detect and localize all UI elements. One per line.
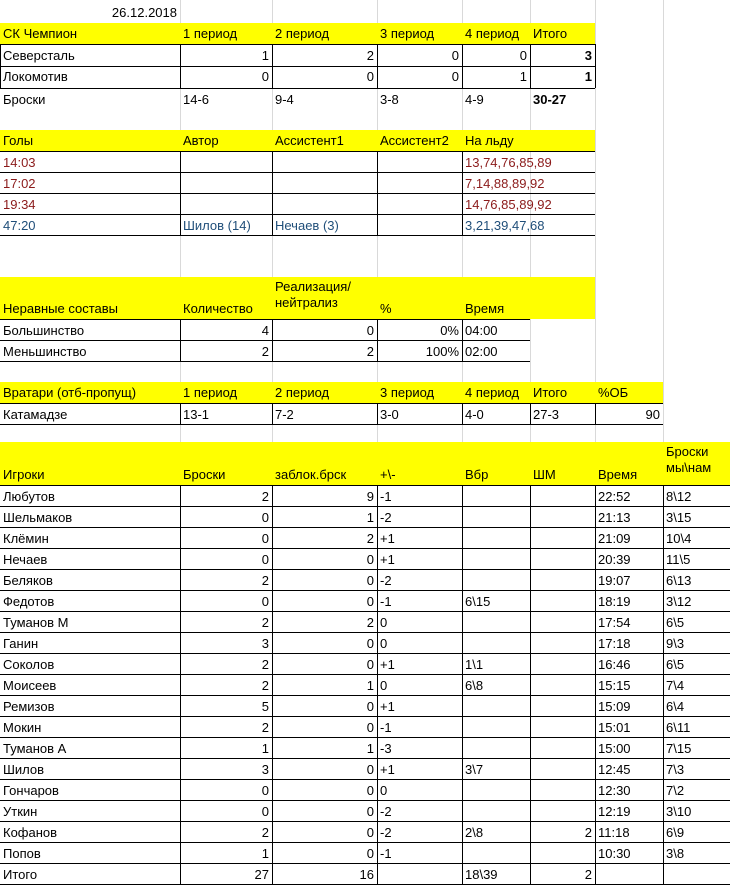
player-cell[interactable]: -1 [380, 594, 392, 609]
border-line [0, 674, 730, 675]
goal-assist2[interactable] [377, 173, 462, 194]
goal-on-ice[interactable]: 7,14,88,89,92 [465, 176, 545, 191]
player-cell[interactable]: 0 [366, 846, 374, 861]
score-header[interactable]: 3 период [380, 26, 435, 41]
player-name[interactable]: Кофанов [3, 825, 58, 840]
player-cell[interactable] [530, 507, 595, 528]
player-cell[interactable]: +1 [380, 762, 395, 777]
player-cell[interactable]: 6\15 [465, 594, 491, 609]
goal-time[interactable]: 17:02 [3, 176, 36, 191]
border-line [0, 821, 730, 822]
border-line [272, 44, 273, 88]
player-cell[interactable]: 9\3 [666, 636, 685, 651]
player-cell[interactable] [462, 570, 530, 591]
player-cell[interactable]: -3 [380, 741, 392, 756]
player-cell[interactable] [530, 717, 595, 738]
goals-header[interactable]: Ассистент2 [380, 133, 449, 148]
score-header[interactable]: СК Чемпион [3, 26, 78, 41]
players-header[interactable]: Броски мы\нам [666, 444, 712, 475]
player-name[interactable]: Беляков [3, 573, 53, 588]
player-cell[interactable]: 3 [261, 636, 269, 651]
players-header[interactable]: Броски [183, 467, 226, 482]
player-cell[interactable] [462, 633, 530, 654]
goals-header[interactable]: Голы [3, 133, 34, 148]
border-line [377, 403, 378, 424]
goal-on-ice[interactable]: 14,76,85,89,92 [465, 197, 552, 212]
player-cell[interactable] [462, 528, 530, 549]
border-line [0, 340, 530, 341]
player-cell[interactable]: 2 [366, 615, 374, 630]
player-name[interactable]: Туманов М [3, 615, 69, 630]
border-line [462, 485, 463, 884]
player-cell[interactable]: 6\13 [666, 573, 692, 588]
player-cell[interactable]: 17:18 [598, 636, 631, 651]
border-line [0, 737, 730, 738]
player-cell[interactable]: 11:18 [598, 825, 630, 840]
players-header[interactable]: Игроки [3, 467, 45, 482]
border-line [0, 151, 595, 152]
player-cell[interactable]: 0 [366, 804, 374, 819]
player-cell[interactable] [462, 486, 530, 507]
goalies-header[interactable]: 3 период [380, 385, 435, 400]
total-cell[interactable] [595, 864, 663, 885]
border-line [0, 319, 530, 320]
player-cell[interactable]: 7\4 [666, 678, 685, 693]
player-cell[interactable]: -1 [380, 846, 392, 861]
player-cell[interactable]: 10:30 [598, 846, 631, 861]
goalies-header[interactable]: Итого [533, 385, 568, 400]
goal-on-ice[interactable]: 13,74,76,85,89 [465, 155, 552, 170]
border-line [180, 151, 181, 235]
player-cell[interactable] [462, 843, 530, 864]
player-name[interactable]: Любутов [3, 489, 55, 504]
border-line [0, 214, 595, 215]
team-name[interactable]: Северсталь [3, 48, 75, 63]
goal-time[interactable]: 14:03 [3, 155, 36, 170]
player-cell[interactable] [530, 738, 595, 759]
player-cell[interactable]: 2 [261, 489, 269, 504]
player-cell[interactable]: +1 [380, 531, 395, 546]
score-cell[interactable]: 3 [584, 48, 592, 63]
player-name[interactable]: Шельмаков [3, 510, 73, 525]
player-cell[interactable]: 0 [261, 552, 269, 567]
player-cell[interactable]: 3\12 [666, 594, 692, 609]
border-line [530, 485, 531, 884]
border-line [377, 319, 378, 361]
goalies-header[interactable]: 2 период [275, 385, 330, 400]
border-line [0, 44, 595, 45]
player-cell[interactable]: 7\2 [666, 783, 685, 798]
border-line [0, 758, 730, 759]
player-cell[interactable] [530, 633, 595, 654]
player-cell[interactable]: 0 [380, 615, 388, 630]
border-line [530, 403, 531, 424]
player-cell[interactable]: 0 [366, 573, 374, 588]
score-cell[interactable]: 0 [451, 48, 459, 63]
player-cell[interactable] [530, 759, 595, 780]
player-cell[interactable]: 3 [261, 762, 269, 777]
team-name[interactable]: Локомотив [3, 69, 68, 84]
border-line [0, 424, 663, 425]
player-cell[interactable]: 0 [366, 762, 374, 777]
player-cell[interactable]: 3\7 [465, 762, 484, 777]
border-line [462, 151, 463, 235]
border-line [0, 779, 730, 780]
total-cell[interactable] [663, 864, 730, 885]
player-name[interactable]: Соколов [3, 657, 55, 672]
player-cell[interactable]: 2 [261, 678, 269, 693]
player-name[interactable]: Моисеев [3, 678, 57, 693]
player-cell[interactable]: 0 [366, 720, 374, 735]
player-cell[interactable]: 21:09 [598, 531, 631, 546]
special-cell[interactable]: Меньшинство [3, 344, 87, 359]
special-cell[interactable]: 02:00 [465, 344, 498, 359]
player-cell[interactable]: 12:45 [598, 762, 631, 777]
border-line [0, 88, 595, 89]
goalies-header[interactable]: 4 период [465, 385, 520, 400]
player-cell[interactable] [530, 591, 595, 612]
goal-assist1[interactable]: Нечаев (3) [275, 218, 339, 233]
player-name[interactable]: Клёмин [3, 531, 49, 546]
player-cell[interactable]: 5 [261, 699, 269, 714]
player-cell[interactable]: 9 [366, 489, 374, 504]
border-line [595, 485, 596, 884]
player-cell[interactable]: 1 [366, 741, 374, 756]
border-line [272, 403, 273, 424]
player-cell[interactable] [530, 801, 595, 822]
player-cell[interactable]: 3\10 [666, 804, 692, 819]
player-cell[interactable]: 2 [584, 825, 592, 840]
goal-assist1[interactable] [272, 194, 377, 215]
border-line [0, 653, 730, 654]
border-line [0, 485, 730, 486]
goal-time[interactable]: 47:20 [3, 218, 36, 233]
player-cell[interactable] [462, 780, 530, 801]
border-line [180, 485, 181, 884]
border-line [0, 172, 595, 173]
goalie-cell[interactable]: 4-0 [465, 407, 484, 422]
border-line [0, 506, 730, 507]
player-cell[interactable]: 15:01 [598, 720, 631, 735]
special-header[interactable]: Неравные составы [3, 301, 119, 316]
goal-assist2[interactable] [377, 152, 462, 173]
border-line [0, 527, 730, 528]
special-cell[interactable]: 100% [425, 344, 459, 359]
border-line [180, 44, 181, 88]
player-cell[interactable]: 6\11 [666, 720, 691, 735]
border-line [0, 716, 730, 717]
score-cell[interactable]: 0 [366, 69, 374, 84]
shots-cell[interactable]: 14-6 [183, 92, 210, 107]
player-cell[interactable]: 3\8 [666, 846, 685, 861]
border-line [462, 403, 463, 424]
border-line [0, 193, 595, 194]
special-cell[interactable]: 4 [261, 323, 269, 338]
border-line [272, 151, 273, 235]
border-line [0, 44, 1, 88]
score-header[interactable]: 4 период [465, 26, 520, 41]
player-cell[interactable]: 2 [261, 720, 269, 735]
player-cell[interactable]: 12:30 [598, 783, 631, 798]
border-line [0, 800, 730, 801]
goals-header[interactable]: Ассистент1 [275, 133, 344, 148]
player-cell[interactable]: 2 [261, 825, 269, 840]
player-cell[interactable] [530, 486, 595, 507]
border-line [0, 361, 530, 362]
players-header[interactable]: +\- [380, 467, 396, 482]
player-cell[interactable]: 18:19 [598, 594, 631, 609]
player-cell[interactable]: 7\3 [666, 762, 685, 777]
goalies-header[interactable]: Вратари (отб-пропущ) [3, 385, 137, 400]
goal-assist2[interactable] [377, 194, 462, 215]
player-cell[interactable] [462, 801, 530, 822]
border-line [377, 44, 378, 88]
player-cell[interactable]: 20:39 [598, 552, 631, 567]
player-cell[interactable]: +1 [380, 699, 395, 714]
special-header[interactable]: % [380, 301, 392, 316]
border-line [0, 842, 730, 843]
player-name[interactable]: Гончаров [3, 783, 59, 798]
goalie-cell[interactable]: 90 [645, 407, 660, 422]
player-cell[interactable] [530, 528, 595, 549]
player-cell[interactable]: 19:07 [598, 573, 631, 588]
total-cell[interactable]: 16 [359, 867, 374, 882]
border-line [663, 485, 664, 884]
goalie-cell[interactable]: 7-2 [275, 407, 294, 422]
player-cell[interactable]: 0 [261, 510, 269, 525]
player-cell[interactable] [462, 507, 530, 528]
special-header[interactable]: Реализация/нейтрализ [275, 279, 351, 310]
players-header[interactable]: ШМ [533, 467, 556, 482]
player-name[interactable]: Федотов [3, 594, 55, 609]
total-cell[interactable]: 18\39 [465, 867, 498, 882]
border-line [377, 151, 378, 235]
player-cell[interactable]: 8\12 [666, 489, 692, 504]
player-cell[interactable]: 0 [380, 636, 388, 651]
players-header[interactable]: Время [598, 467, 638, 482]
player-name[interactable]: Попов [3, 846, 41, 861]
player-cell[interactable]: -1 [380, 720, 392, 735]
total-cell[interactable]: 2 [584, 867, 592, 882]
special-cell[interactable]: 0% [440, 323, 459, 338]
shots-cell[interactable]: Броски [3, 92, 46, 107]
special-cell[interactable]: 2 [366, 344, 374, 359]
score-header[interactable]: 2 период [275, 26, 330, 41]
goals-header[interactable]: Автор [183, 133, 219, 148]
border-line [0, 695, 730, 696]
score-cell[interactable]: 1 [261, 48, 269, 63]
goal-author[interactable] [180, 194, 272, 215]
player-cell[interactable]: 0 [366, 552, 374, 567]
score-cell[interactable]: 0 [519, 48, 527, 63]
player-cell[interactable]: 2 [261, 615, 269, 630]
player-cell[interactable]: -2 [380, 573, 392, 588]
goalie-cell[interactable]: Катамадзе [3, 407, 68, 422]
players-header[interactable]: Вбр [465, 467, 489, 482]
border-line [0, 403, 663, 404]
border-line [595, 403, 596, 424]
player-cell[interactable]: 1 [261, 846, 269, 861]
player-cell[interactable]: 2 [261, 573, 269, 588]
player-cell[interactable]: 12:19 [598, 804, 631, 819]
score-cell[interactable]: 1 [519, 69, 527, 84]
score-cell[interactable]: 2 [366, 48, 374, 63]
goalie-cell[interactable]: 27-3 [533, 407, 560, 422]
shots-cell[interactable]: 9-4 [275, 92, 294, 107]
special-header[interactable]: Количество [183, 301, 253, 316]
border-line [272, 485, 273, 884]
player-cell[interactable]: 1 [261, 741, 269, 756]
border-line [0, 632, 730, 633]
player-cell[interactable] [530, 570, 595, 591]
player-cell[interactable]: 21:13 [598, 510, 631, 525]
player-cell[interactable]: 2\8 [465, 825, 484, 840]
border-line [0, 235, 595, 236]
border-line [0, 548, 730, 549]
goals-header[interactable]: На льду [465, 133, 514, 148]
shots-cell[interactable]: 30-27 [533, 92, 567, 107]
player-cell[interactable]: 0 [261, 783, 269, 798]
players-header[interactable]: заблок.брск [275, 467, 347, 482]
goal-on-ice[interactable]: 3,21,39,47,68 [465, 218, 545, 233]
player-cell[interactable]: 2 [261, 657, 269, 672]
player-cell[interactable]: 0 [366, 783, 374, 798]
player-cell[interactable]: 7\15 [666, 741, 692, 756]
player-cell[interactable]: 17:54 [598, 615, 631, 630]
player-cell[interactable]: 10\4 [666, 531, 692, 546]
player-cell[interactable]: 6\9 [666, 825, 685, 840]
goal-assist1[interactable] [272, 152, 377, 173]
total-cell[interactable]: 27 [254, 867, 269, 882]
player-cell[interactable]: 0 [380, 783, 388, 798]
player-cell[interactable]: 0 [261, 804, 269, 819]
special-cell[interactable]: 2 [261, 344, 269, 359]
goal-author[interactable] [180, 152, 272, 173]
shots-cell[interactable]: 4-9 [465, 92, 484, 107]
player-cell[interactable]: 15:15 [598, 678, 631, 693]
player-cell[interactable]: -2 [380, 804, 392, 819]
player-name[interactable]: Туманов А [3, 741, 67, 756]
player-cell[interactable] [530, 549, 595, 570]
border-line [0, 66, 595, 67]
goalies-header[interactable]: %ОБ [598, 385, 629, 400]
player-cell[interactable]: 0 [261, 594, 269, 609]
player-cell[interactable]: 0 [380, 678, 388, 693]
border-line [0, 863, 730, 864]
player-cell[interactable] [530, 696, 595, 717]
player-cell[interactable]: 6\5 [666, 615, 685, 630]
special-header[interactable]: Время [465, 301, 505, 316]
player-cell[interactable] [462, 612, 530, 633]
player-cell[interactable]: 6\4 [666, 699, 685, 714]
player-cell[interactable]: 0 [261, 531, 269, 546]
shots-cell[interactable]: 3-8 [380, 92, 399, 107]
total-cell[interactable] [377, 864, 462, 885]
goalie-cell[interactable]: 13-1 [183, 407, 210, 422]
player-cell[interactable]: 15:09 [598, 699, 631, 714]
player-cell[interactable]: 0 [366, 636, 374, 651]
border-line [462, 44, 463, 88]
player-name[interactable]: Нечаев [3, 552, 48, 567]
player-cell[interactable]: 1 [366, 510, 374, 525]
player-cell[interactable]: 1 [366, 678, 374, 693]
player-cell[interactable]: -1 [380, 489, 392, 504]
player-cell[interactable]: 1\1 [465, 657, 484, 672]
special-cell[interactable]: Большинство [3, 323, 85, 338]
score-header[interactable]: Итого [533, 26, 568, 41]
goalie-cell[interactable]: 3-0 [380, 407, 399, 422]
player-cell[interactable]: -2 [380, 825, 392, 840]
score-cell[interactable]: 1 [584, 69, 592, 84]
player-cell[interactable]: 6\5 [666, 657, 685, 672]
player-cell[interactable] [530, 654, 595, 675]
special-cell[interactable]: 0 [366, 323, 374, 338]
player-cell[interactable] [462, 717, 530, 738]
player-cell[interactable] [530, 612, 595, 633]
border-line [530, 44, 531, 88]
player-cell[interactable]: -2 [380, 510, 392, 525]
player-cell[interactable]: 0 [366, 594, 374, 609]
border-line [0, 569, 730, 570]
player-cell[interactable]: 16:46 [598, 657, 631, 672]
player-cell[interactable]: 11\5 [666, 552, 691, 567]
score-cell[interactable]: 0 [451, 69, 459, 84]
goalies-header[interactable]: 1 период [183, 385, 238, 400]
player-cell[interactable]: 2 [366, 531, 374, 546]
player-cell[interactable]: 22:52 [598, 489, 631, 504]
date-cell[interactable]: 26.12.2018 [111, 5, 177, 20]
border-line [180, 403, 181, 424]
total-cell[interactable]: Итого [3, 867, 38, 882]
goal-time[interactable]: 19:34 [3, 197, 36, 212]
player-cell[interactable]: 3\15 [666, 510, 692, 525]
player-cell[interactable]: 0 [366, 657, 374, 672]
player-name[interactable]: Шилов [3, 762, 45, 777]
goal-author[interactable]: Шилов (14) [183, 218, 251, 233]
border-line [595, 44, 596, 88]
score-header[interactable]: 1 период [183, 26, 238, 41]
border-line [0, 611, 730, 612]
player-name[interactable]: Уткин [3, 804, 38, 819]
goal-assist2[interactable] [377, 215, 462, 236]
player-name[interactable]: Ганин [3, 636, 39, 651]
player-cell[interactable] [530, 780, 595, 801]
player-cell[interactable] [530, 843, 595, 864]
player-cell[interactable]: 15:00 [598, 741, 631, 756]
border-line [180, 319, 181, 361]
border-line [462, 319, 463, 361]
score-cell[interactable]: 0 [261, 69, 269, 84]
player-cell[interactable] [462, 738, 530, 759]
player-cell[interactable]: 6\8 [465, 678, 484, 693]
border-line [272, 319, 273, 361]
player-name[interactable]: Мокин [3, 720, 42, 735]
player-cell[interactable]: 0 [366, 825, 374, 840]
border-line [377, 485, 378, 884]
player-cell[interactable] [462, 696, 530, 717]
player-cell[interactable]: +1 [380, 552, 395, 567]
border-line [0, 590, 730, 591]
player-cell[interactable] [530, 675, 595, 696]
goal-author[interactable] [180, 173, 272, 194]
player-cell[interactable]: 0 [366, 699, 374, 714]
player-cell[interactable]: +1 [380, 657, 395, 672]
player-cell[interactable] [462, 549, 530, 570]
player-name[interactable]: Ремизов [3, 699, 55, 714]
goal-assist1[interactable] [272, 173, 377, 194]
special-cell[interactable]: 04:00 [465, 323, 498, 338]
